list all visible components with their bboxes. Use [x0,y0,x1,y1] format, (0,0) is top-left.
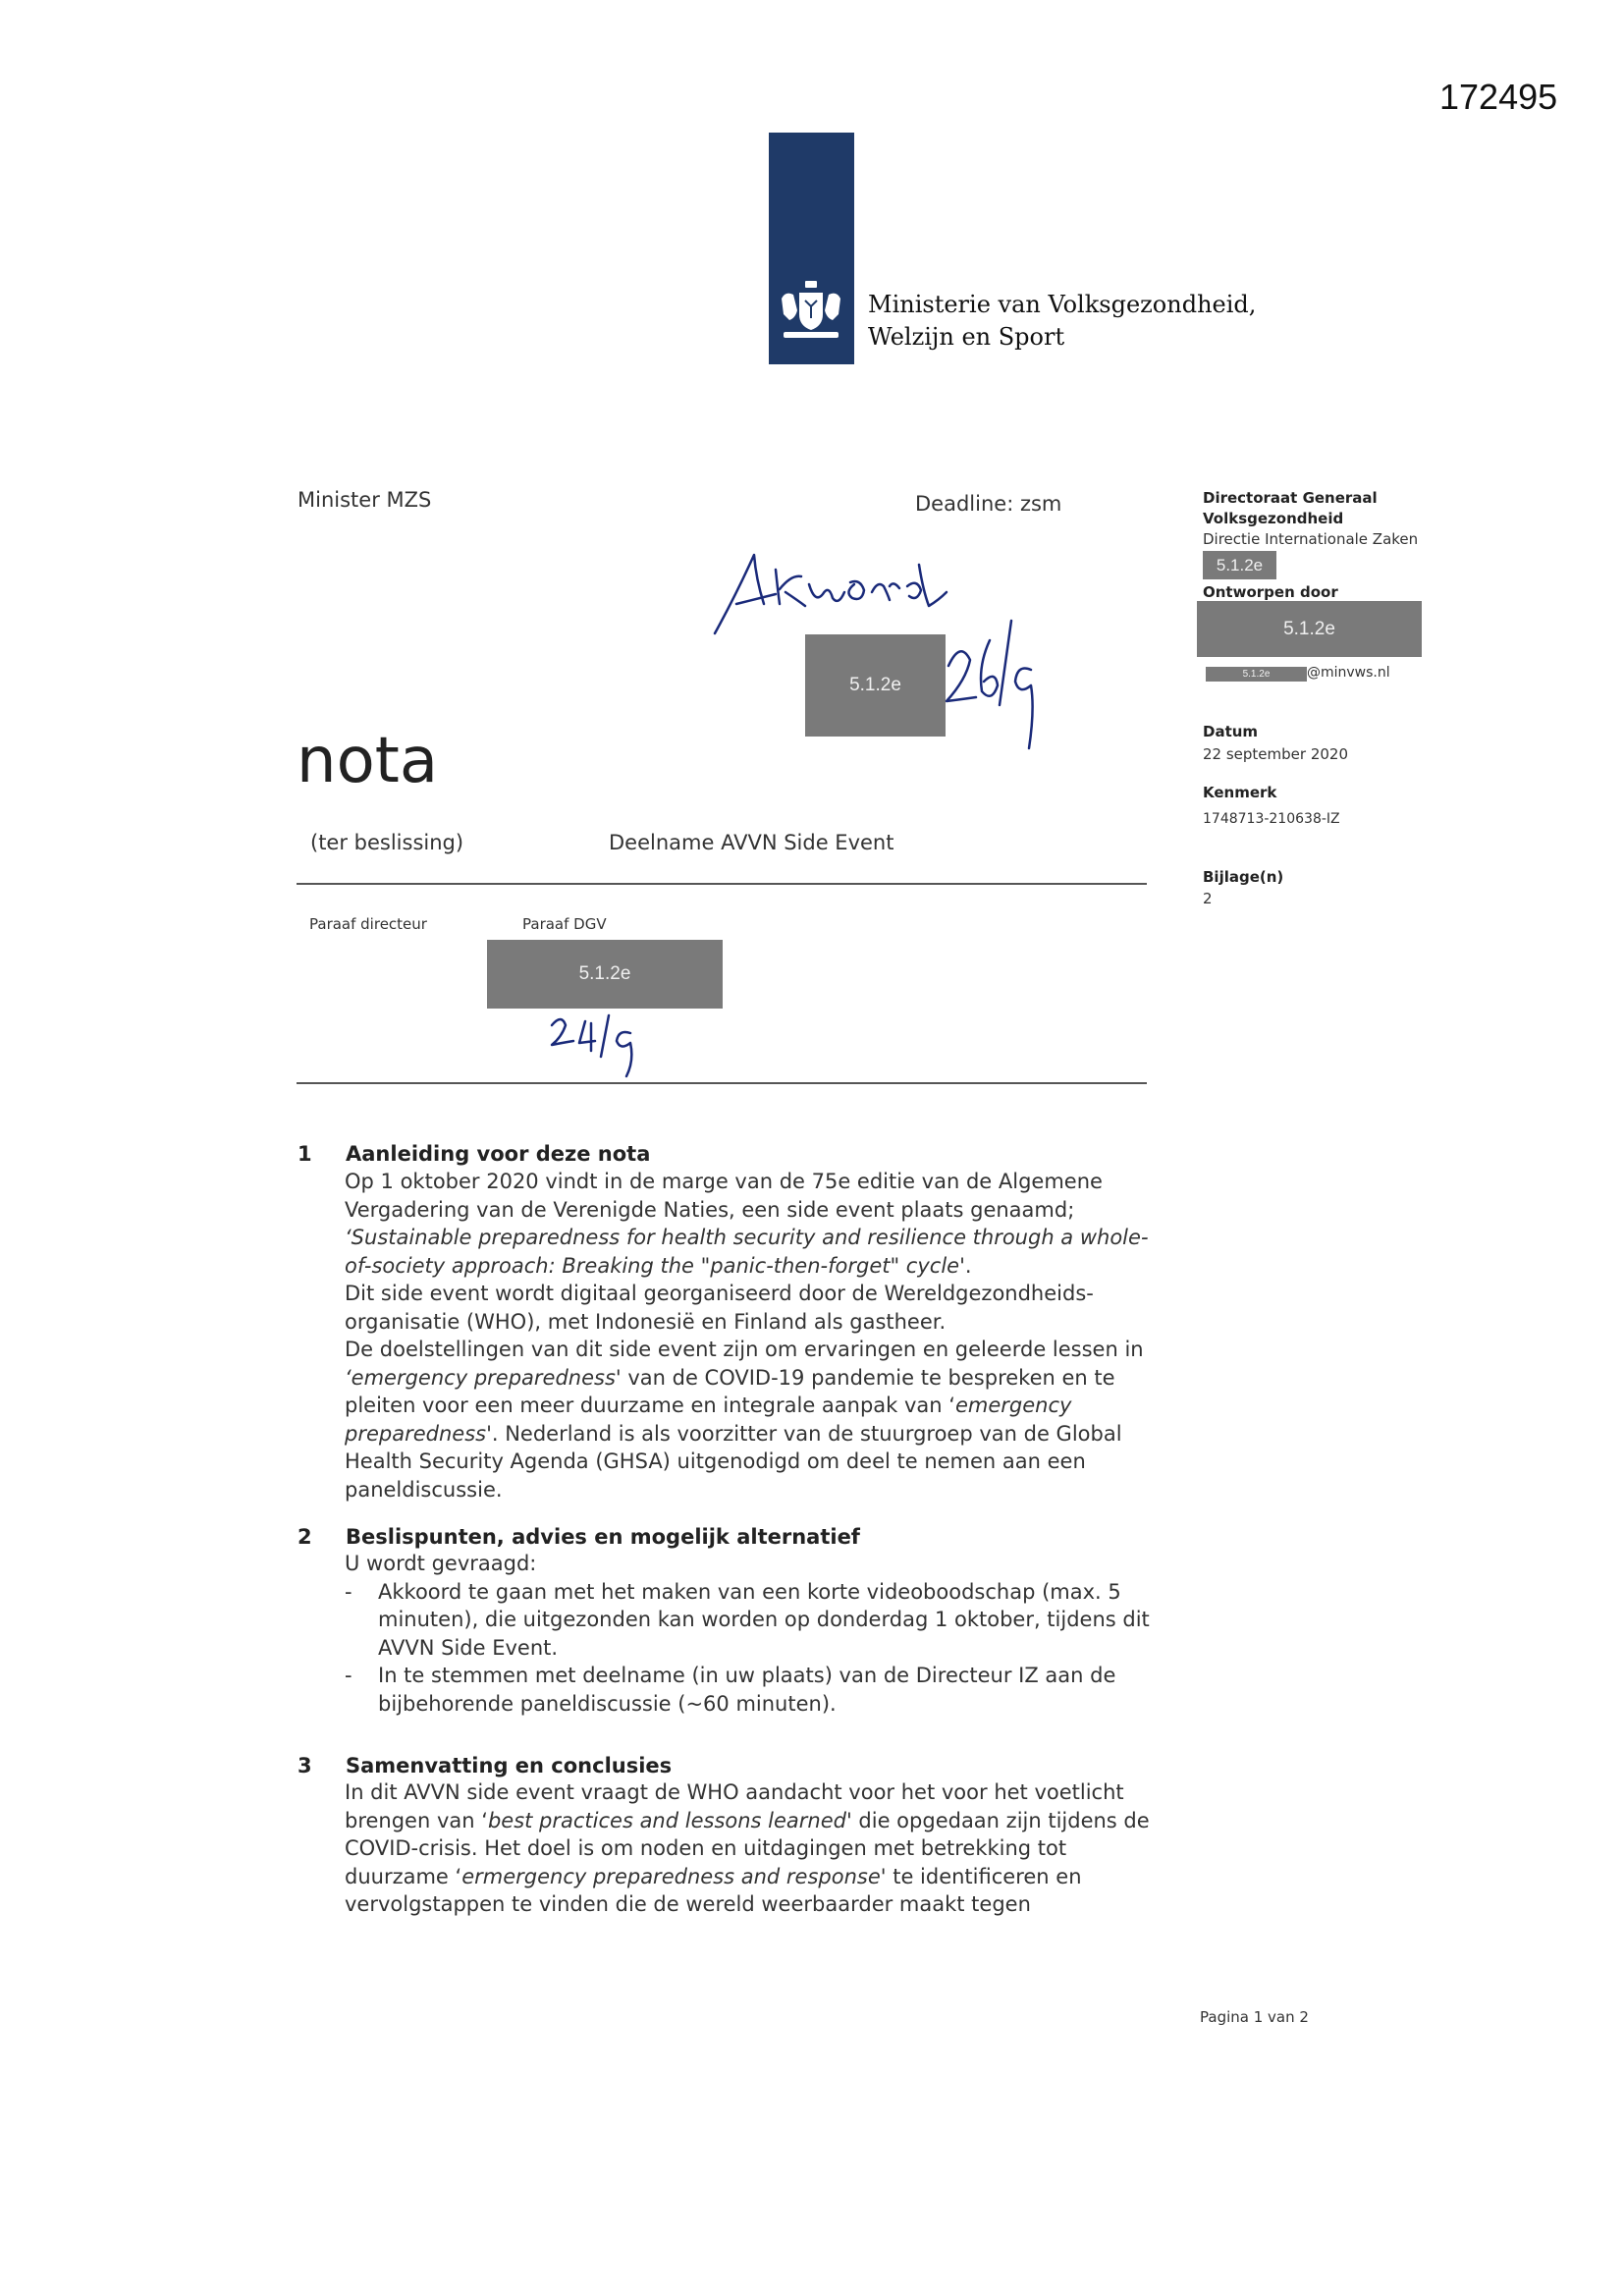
sidebar-datum-value: 22 september 2020 [1203,745,1349,763]
italic-title: ‘Sustainable preparedness for health security and resilience through a whole- [345,1226,1149,1249]
text-fragment: pleiten voor een meer duurzame en integrale aanpak van ‘ [345,1394,955,1417]
sidebar-email-domain: @minvws.nl [1307,665,1390,681]
text-fragment: duurzame ‘ [345,1864,462,1888]
italic-term: ‘emergency preparedness' [345,1365,622,1390]
sidebar-directie: Directie Internationale Zaken [1203,530,1419,548]
sidebar-dg-volksgezondheid: Volksgezondheid [1203,510,1344,527]
text-line [345,1420,1189,1449]
sidebar-dg: Directoraat Generaal [1203,489,1378,507]
text-line: minuten), die uitgezonden kan worden op donderdag 1 oktober, tijdens dit [378,1608,1150,1631]
text-line: In te stemmen met deelname (in uw plaats) van de Directeur IZ aan de [378,1664,1116,1687]
sidebar-kenmerk-label: Kenmerk [1203,784,1277,801]
italic-term: emergency [954,1394,1072,1417]
handwritten-date-24-9 [548,1011,646,1080]
text-fragment: te identificeren en [886,1864,1082,1888]
text-line [345,1392,1189,1420]
sidebar-bijlage-value: 2 [1203,890,1213,907]
ministry-name-line2: Welzijn en Sport [868,323,1065,351]
text-line-italic [345,1224,1189,1252]
bullet-item [345,1578,1189,1663]
text-fragment: '. [959,1253,972,1278]
italic-term: preparedness [345,1421,487,1446]
text-line: bijbehorende paneldiscussie (~60 minuten). [378,1691,837,1716]
section-2-number: 2 [298,1525,312,1549]
text-line: De doelstellingen van dit side event zijn om ervaringen en geleerde lessen in [345,1338,1144,1361]
ministry-name-line1: Ministerie van Volksgezondheid, [868,291,1257,318]
text-fragment: die opgedaan zijn tijdens de [851,1808,1150,1832]
text-line: organisatie (WHO), met Indonesië en Finland als gastheer. [345,1309,947,1334]
section-2-body [345,1550,1189,1718]
sidebar-kenmerk-value: 1748713-210638-IZ [1203,811,1340,827]
section-1-title: Aanleiding voor deze nota [346,1142,651,1166]
section-3-number: 3 [298,1754,312,1777]
addressee: Minister MZS [298,488,432,512]
text-line: Vergadering van de Verenigde Naties, een side event plaats genaamd; [345,1197,1075,1222]
redaction-box: 5.1.2e [1197,601,1422,657]
handwritten-date-26-9 [941,611,1039,758]
sidebar-bijlage-label: Bijlage(n) [1203,868,1284,886]
bullet-dash: - [345,1579,352,1604]
section-2-title: Beslispunten, advies en mogelijk alternatief [346,1525,860,1549]
text-line: Dit side event wordt digitaal georganiseerd door de Wereldgezondheids- [345,1282,1094,1305]
text-line: vervolgstappen te vinden die de wereld weerbaarder maakt tegen [345,1892,1031,1916]
section-1-body [345,1168,1189,1503]
document-subject: Deelname AVVN Side Event [609,831,894,854]
redaction-box: 5.1.2e [487,940,723,1009]
divider [297,1082,1147,1084]
document-type: (ter beslissing) [310,831,464,854]
text-fragment: van de COVID-19 pandemie te bespreken en te [621,1365,1115,1390]
text-fragment: brengen van ‘ [345,1808,488,1832]
bullet-item [345,1662,1189,1718]
text-line: In dit AVVN side event vraagt de WHO aandacht voor het voor het voetlicht [345,1780,1124,1804]
divider [297,883,1147,885]
coat-of-arms-icon [776,279,846,344]
sidebar-datum-label: Datum [1203,723,1259,740]
text-line: paneldiscussie. [345,1477,503,1502]
document-title: nota [297,725,439,797]
text-line [345,1863,1189,1891]
italic-term: best practices and lessons learned' [487,1808,852,1832]
text-line [345,1807,1189,1835]
italic-term: ermergency preparedness and response' [461,1864,887,1888]
section-3-body [345,1778,1189,1919]
deadline: Deadline: zsm [915,492,1062,516]
section-3-title: Samenvatting en conclusies [346,1754,673,1777]
document-number: 172495 [1439,77,1558,117]
ministry-name [868,289,1256,354]
handwritten-akkoord-signature [707,535,962,643]
redaction-box: 5.1.2e [805,634,946,737]
text-line: Health Security Agenda (GHSA) uitgenodigd om deel te nemen aan een [345,1449,1086,1473]
paraaf-directeur-label: Paraaf directeur [309,915,427,933]
paraaf-dgv-label: Paraaf DGV [522,915,607,933]
section-1-number: 1 [298,1142,312,1166]
text-line: COVID-crisis. Het doel is om noden en uitdagingen met betrekking tot [345,1836,1067,1860]
redaction-box: 5.1.2e [1203,551,1276,579]
text-line-italic [345,1252,1189,1281]
text-line: Op 1 oktober 2020 vindt in de marge van de 75e editie van de Algemene [345,1170,1103,1193]
page-number: Pagina 1 van 2 [1200,2008,1309,2026]
text-fragment: '. Nederland is als voorzitter van de stuurgroep van de Global [486,1421,1122,1446]
text-line: Akkoord te gaan met het maken van een korte videoboodschap (max. 5 [378,1579,1121,1604]
sidebar-ontworpen-door: Ontworpen door [1203,583,1338,601]
italic-title: of-society approach: Breaking the "panic-then-forget" cycle [345,1253,960,1278]
redaction-box: 5.1.2e [1206,667,1307,682]
bullet-dash: - [345,1664,352,1687]
text-line: U wordt gevraagd: [345,1552,537,1575]
text-line [345,1364,1189,1393]
text-line: AVVN Side Event. [378,1635,559,1660]
